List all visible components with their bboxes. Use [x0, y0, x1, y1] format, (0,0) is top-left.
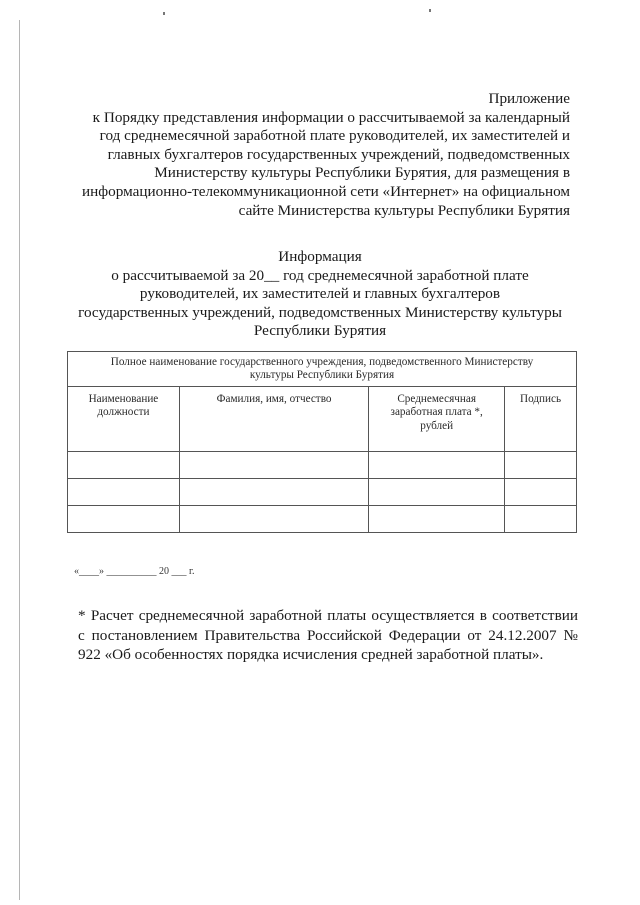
table-header-row: [68, 352, 577, 387]
institution-name-header: [68, 352, 577, 387]
table-row: [68, 506, 577, 533]
table-cell[interactable]: [68, 479, 180, 506]
appendix-line: год среднемесячной заработной плате руководителей, их заместителей и: [99, 127, 570, 145]
title-line: руководителей, их заместителей и главных бухгалтеров: [139, 285, 501, 303]
column-header-line: заработная плата *,: [390, 406, 483, 419]
column-header-line: Среднемесячная: [397, 393, 477, 405]
appendix-line: сайте Министерства культуры Республики Бурятия: [238, 201, 570, 219]
table-cell[interactable]: [505, 479, 577, 506]
table-cell[interactable]: [68, 506, 180, 533]
table-cell[interactable]: [505, 452, 577, 479]
scan-margin-line: [19, 20, 20, 900]
title-line: Республики Бурятия: [253, 322, 387, 340]
table-column-header-row: [68, 387, 577, 452]
title-line: Информация: [278, 248, 362, 265]
table-cell[interactable]: [369, 506, 505, 533]
table-cell[interactable]: [179, 506, 368, 533]
table-cell[interactable]: [179, 452, 368, 479]
column-header-signature: [505, 387, 577, 452]
column-header-line: Подпись: [519, 393, 562, 405]
institution-header-line: культуры Республики Бурятия: [249, 369, 395, 381]
appendix-line: информационно-телекоммуникационной сети «Интернет» на официальном: [82, 182, 570, 200]
column-header-line: Наименование: [88, 393, 159, 405]
table-row: [68, 479, 577, 506]
appendix-line: главных бухгалтеров государственных учреждений, подведомственных: [107, 145, 570, 163]
date-line: «____» __________ 20 ___ г.: [74, 566, 195, 577]
scan-speck: [163, 12, 165, 15]
institution-header-line: Полное наименование государственного учреждения, подведомственного Министерству: [110, 355, 534, 368]
document-title: [60, 248, 580, 341]
table-cell[interactable]: [179, 479, 368, 506]
salary-info-table: [67, 351, 577, 533]
column-header-line: Фамилия, имя, отчество: [216, 393, 332, 405]
title-line: государственных учреждений, подведомственных Министерству культуры: [78, 303, 562, 321]
table-cell[interactable]: [369, 479, 505, 506]
title-line: о рассчитываемой за 20__ год среднемесячной заработной плате: [111, 266, 529, 284]
appendix-line: Министерству культуры Республики Бурятия, для размещения в: [154, 164, 570, 182]
appendix-line: Приложение: [488, 90, 570, 107]
table-cell[interactable]: [68, 452, 180, 479]
column-header-line: должности: [97, 406, 150, 419]
scan-speck: [429, 9, 431, 12]
column-header-position: [68, 387, 180, 452]
appendix-line: к Порядку представления информации о рассчитываемой за календарный: [92, 108, 570, 126]
table-cell[interactable]: [369, 452, 505, 479]
column-header-line: рублей: [420, 419, 454, 432]
table-cell[interactable]: [505, 506, 577, 533]
table-row: [68, 452, 577, 479]
column-header-full-name: [179, 387, 368, 452]
footnote: * Расчет среднемесячной заработной платы осуществляется в соответствии с постановлением Правительства Российской Федерации от 24.12.2007 № 922 «Об особенностях порядка исчисления средней заработной платы».: [78, 607, 578, 663]
appendix-header: [50, 90, 570, 220]
column-header-salary: [369, 387, 505, 452]
